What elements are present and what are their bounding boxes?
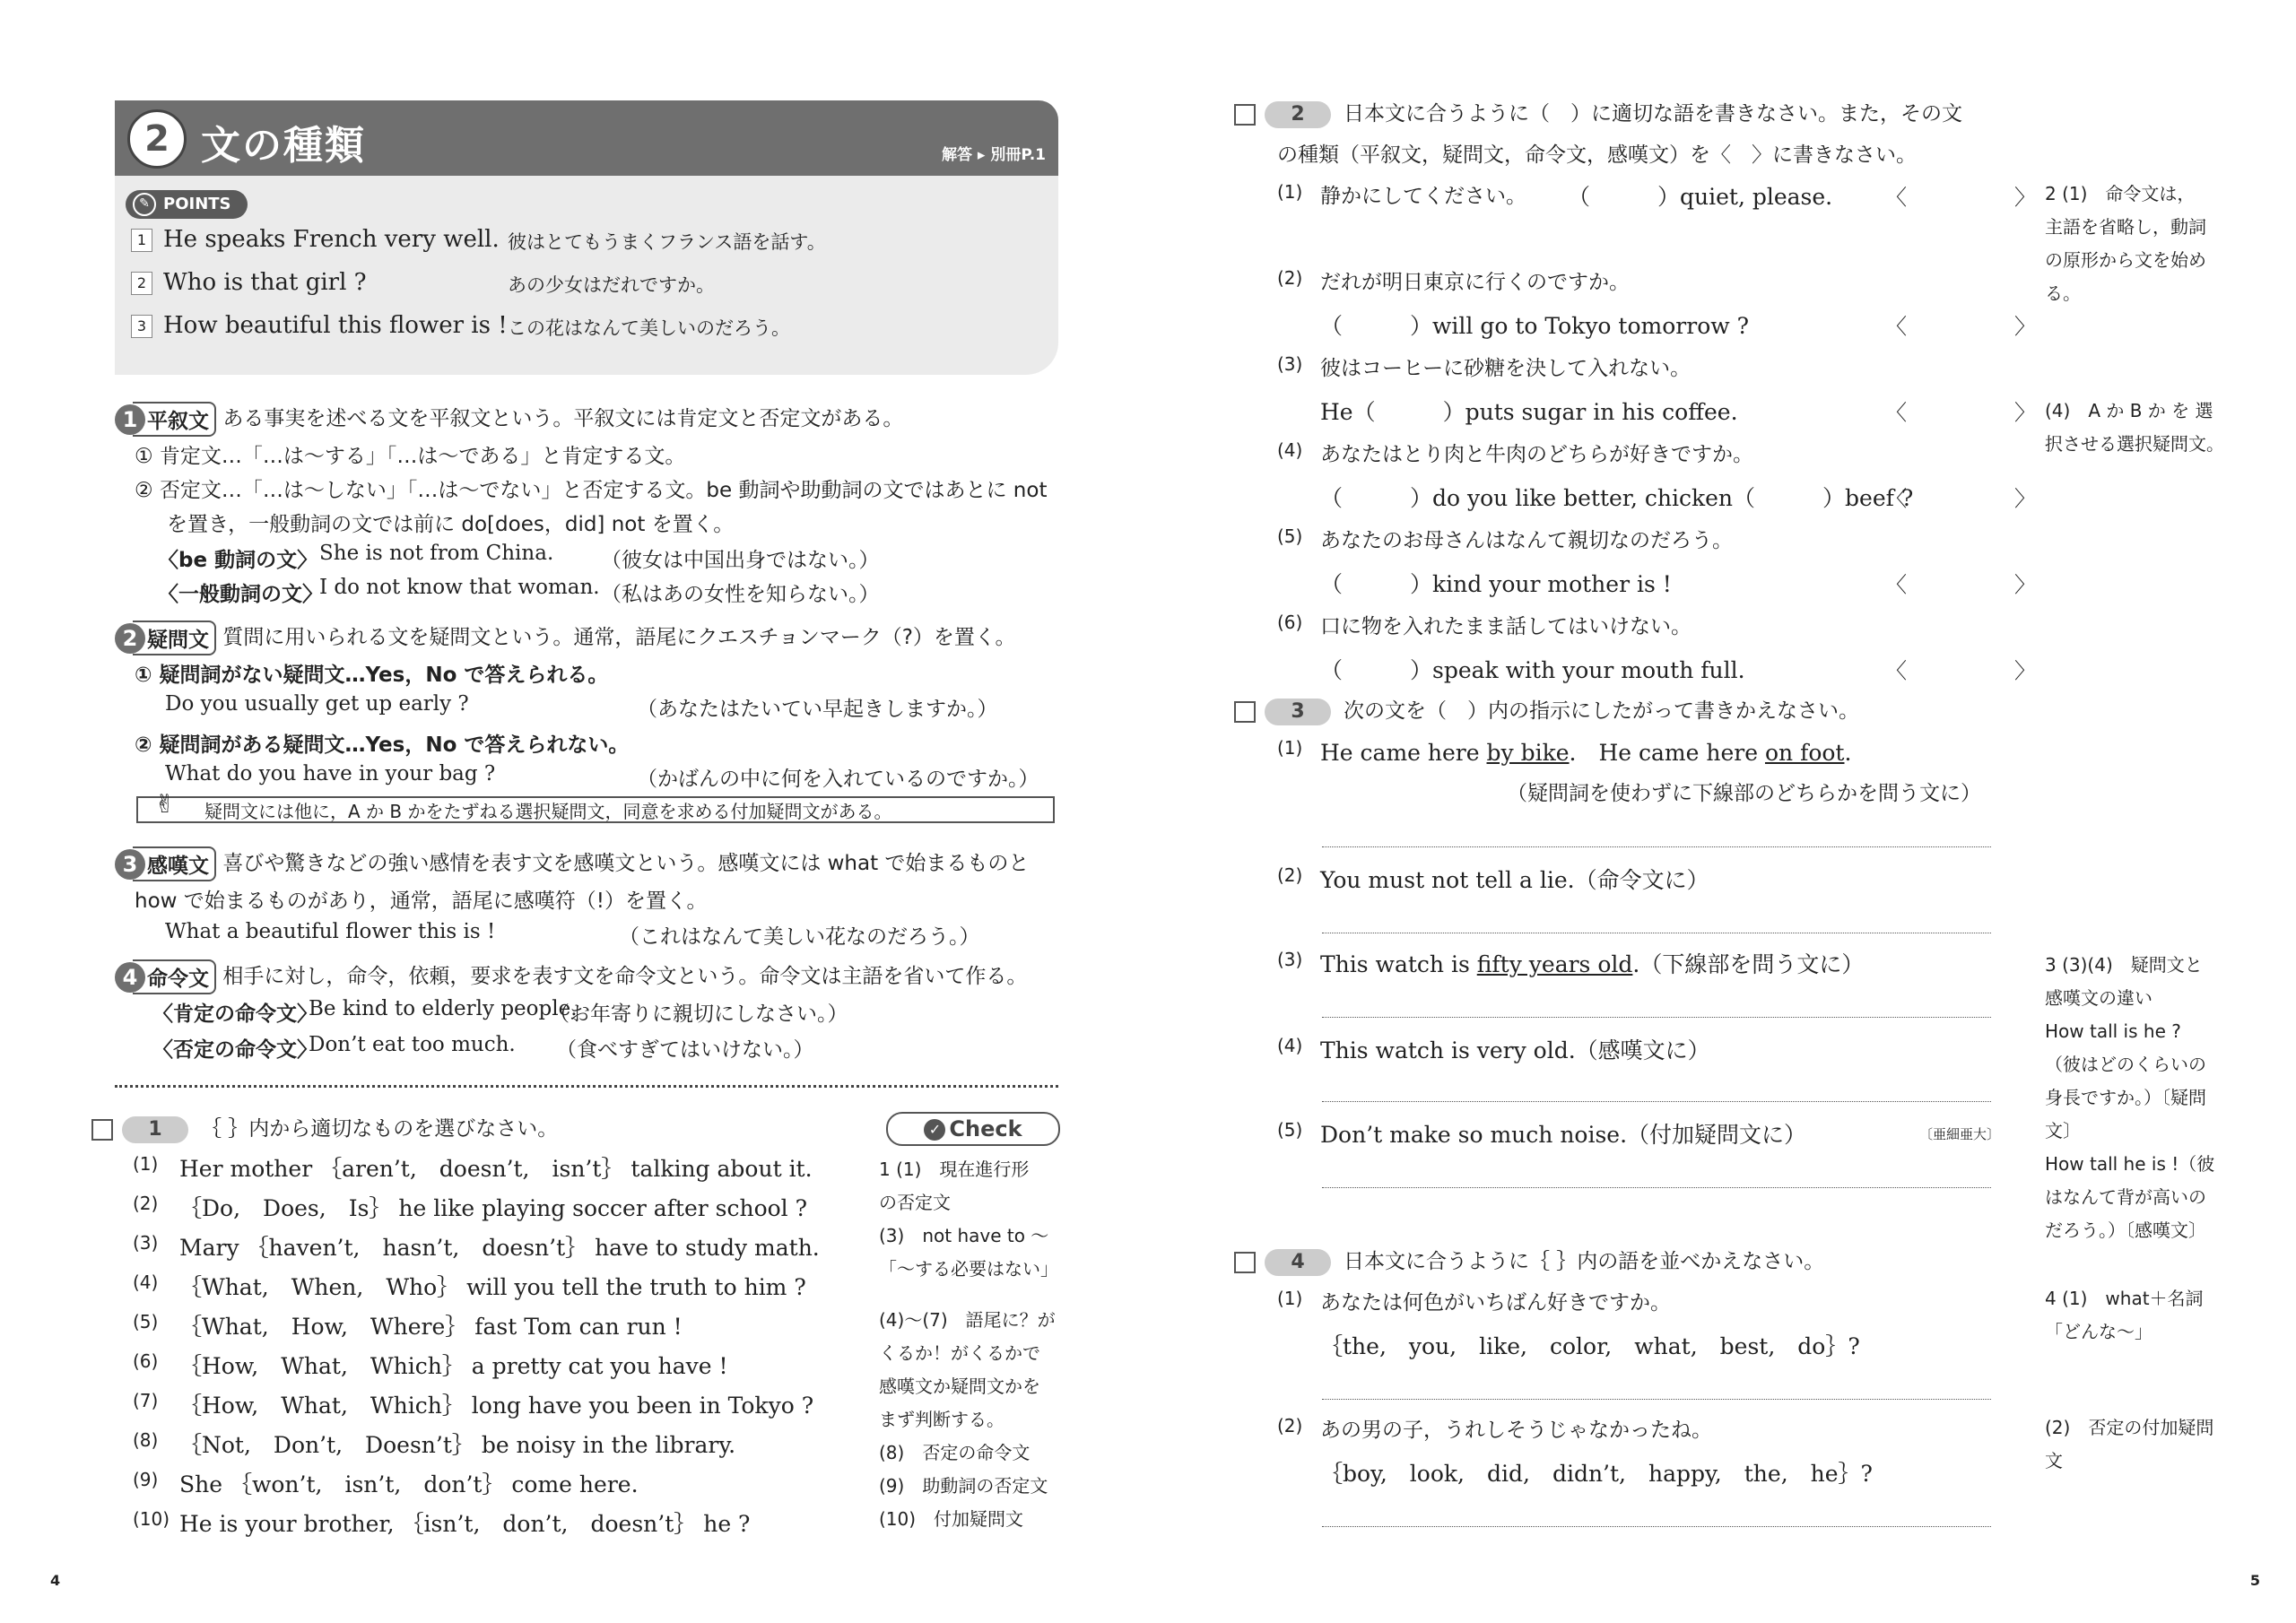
pointing-hand-icon: ✌ [154, 789, 176, 819]
instruction-note: （疑問詞を使わずに下線部のどちらかを問う文に） [1507, 782, 1981, 805]
example-line: 〈be 動詞の文〉 [158, 549, 318, 572]
right-page [1148, 0, 2296, 1623]
example-en: She is not from China. [319, 542, 554, 565]
answer-line[interactable] [1322, 1526, 1991, 1527]
question-item [133, 1270, 806, 1302]
source-tag: 〔亜細亜大〕 [1919, 1126, 2001, 1142]
answer-line[interactable] [1322, 846, 1991, 847]
example-ja: （食べすぎてはいけない。） [556, 1038, 814, 1062]
hint-line: はなんて背が高いの [2045, 1186, 2206, 1208]
example-ja: （お年寄りに親切にしなさい。） [549, 1002, 848, 1026]
answer-bracket[interactable]: 〈 〉 [1885, 314, 2036, 339]
item-number: (1) [133, 1153, 159, 1175]
question-item [133, 1151, 813, 1184]
example-en: What a beautiful flower this is ! [165, 920, 496, 943]
item-text: ｛Do, Does, Is｝ he like playing soccer after school ? [179, 1195, 808, 1221]
question-item [133, 1506, 750, 1539]
divider [115, 1085, 1058, 1088]
hint-line: 「～する必要はない」 [879, 1258, 1058, 1280]
hint-line: 感嘆文か疑問文かを [879, 1376, 1040, 1397]
hint-line: る。 [2045, 282, 2081, 304]
section-line: ② 否定文…「…は～しない」「…は～でない」と否定する文。be 動詞や助動詞の文ではあとに not [135, 479, 1048, 502]
hint-column [2045, 395, 2251, 461]
item-number: (1) [1277, 181, 1303, 203]
word-choices: ｛boy, look, did, didn’t, happy, the, he｝? [1320, 1461, 1873, 1487]
hint-line: 1 (1) 現在進行形 [879, 1159, 1030, 1180]
hint-column [2045, 949, 2251, 1247]
question-item [133, 1309, 683, 1341]
item-number: (4) [1277, 439, 1303, 461]
question-checkbox[interactable] [91, 1119, 113, 1141]
question-heading: 4 日本文に合うように｛ ｝内の語を並べかえなさい。 [1234, 1245, 1824, 1276]
item-text: ｛What, How, Where｝ fast Tom can run ! [179, 1314, 683, 1340]
item-en: （ ）speak with your mouth full. [1320, 657, 1745, 683]
question-instruction: の種類（平叙文，疑問文，命令文，感嘆文）を〈 〉に書きなさい。 [1277, 143, 1917, 167]
hint-line: How tall is he ? [2045, 1020, 2181, 1042]
item-en: （ ）do you like better, chicken（ ）beef ? [1320, 485, 1914, 511]
item-ja: あなたはとり肉と牛肉のどちらが好きですか。 [1320, 443, 1753, 466]
item-text: Mary ｛haven’t, hasn’t, doesn’t｝ have to study math. [179, 1235, 820, 1261]
hint-line: まず判断する。 [879, 1409, 1004, 1430]
answer-bracket[interactable]: 〈 〉 [1885, 185, 2036, 210]
hint-column [2045, 1411, 2251, 1478]
item-en: （ ）will go to Tokyo tomorrow ? [1320, 313, 1749, 339]
item-ja: だれが明日東京に行くのですか。 [1320, 271, 1630, 294]
item-number: (4) [133, 1271, 159, 1293]
hint-line: 択させる選択疑問文。 [2045, 433, 2224, 455]
example-line: 〈肯定の命令文〉 [152, 1002, 317, 1026]
section-line: how で始まるものがあり，通常，語尾に感嘆符（!）を置く。 [135, 890, 708, 913]
item-number: (9) [133, 1469, 159, 1490]
question-item [1277, 352, 1691, 381]
hint-line: (8) 否定の命令文 [879, 1442, 1031, 1463]
question-item [133, 1191, 807, 1223]
hint-line: (3) not have to ～ [879, 1225, 1049, 1246]
item-number: (3) [133, 1232, 159, 1254]
note-box: ✌ 疑問文には他に，A か B かをたずねる選択疑問文，同意を求める付加疑問文がある。 [136, 796, 1055, 823]
question-item [1277, 179, 1526, 209]
chapter-number: 2 [127, 109, 187, 169]
answer-bracket[interactable]: 〈 〉 [1885, 400, 2036, 425]
chapter-title: 文の種類 [201, 123, 366, 169]
hint-line: 「どんな～」 [2045, 1321, 2152, 1342]
example-en: Do you usually get up early ? [165, 692, 469, 716]
hint-line: 文 [2045, 1450, 2063, 1471]
hint-line: の否定文 [879, 1192, 951, 1213]
hint-column [2045, 178, 2242, 310]
section-heading: 4 命令文 相手に対し，命令，依頼，要求を表す文を命令文という。命令文は主語を省いて作る。 [115, 959, 1027, 994]
hint-line [879, 1286, 1067, 1304]
question-item: (2) You must not tell a lie.（命令文に） [1277, 864, 1709, 893]
item-text: He is your brother, ｛isn’t, don’t, doesn’t｝ he ? [179, 1511, 751, 1537]
hint-line: だろう。）〔感嘆文〕 [2045, 1219, 2206, 1241]
question-item [133, 1428, 735, 1460]
item-ja: 静かにしてください。 [1320, 185, 1526, 208]
question-heading: 2 日本文に合うように（ ）に適切な語を書きなさい。また，その文 [1234, 97, 1962, 128]
question-item [1277, 610, 1692, 639]
item-text: Her mother ｛aren’t, doesn’t, isn’t｝ talking about it. [179, 1156, 813, 1182]
item-number: (2) [133, 1193, 159, 1214]
item-ja: 彼はコーヒーに砂糖を決して入れない。 [1320, 357, 1692, 380]
item-number: (2) [1277, 267, 1303, 289]
hint-line: 3 (3)(4) 疑問文と [2045, 954, 2203, 976]
question-item [1277, 524, 1733, 553]
example-en: Don’t eat too much. [309, 1033, 516, 1056]
answer-line[interactable] [1322, 1017, 1991, 1018]
hint-line: 感嘆文の違い [2045, 987, 2152, 1009]
answer-line[interactable] [1322, 1101, 1991, 1102]
section-heading: 3 感嘆文 喜びや驚きなどの強い感情を表す文を感嘆文という。感嘆文には what で始まるものと [115, 846, 1029, 881]
item-number: (6) [1277, 612, 1303, 633]
hint-line: 2 (1) 命令文は， [2045, 183, 2196, 204]
hint-line: くるか！がくるかで [879, 1342, 1040, 1364]
question-item: (4) This watch is very old.（感嘆文に） [1277, 1035, 1710, 1063]
question-item [133, 1349, 728, 1381]
chapter-banner [115, 100, 1058, 176]
question-item [133, 1230, 820, 1263]
hint-line: 文〕 [2045, 1120, 2081, 1141]
hint-line: 身長ですか。）〔疑問 [2045, 1087, 2206, 1108]
hint-line: (2) 否定の付加疑問 [2045, 1417, 2214, 1438]
hint-line: （彼はどのくらいの [2045, 1054, 2206, 1075]
question-checkbox[interactable] [1234, 1252, 1256, 1273]
question-item: (2) あの男の子，うれしそうじゃなかったね。 [1277, 1415, 1712, 1442]
page-number: 5 [2249, 1572, 2260, 1589]
section-heading: 2 疑問文 質問に用いられる文を疑問文という。通常，語尾にクエスチョンマーク（?）を置く。 [115, 621, 1015, 655]
points-box [115, 176, 1058, 375]
hint-column [2045, 1282, 2251, 1349]
item-number: (6) [133, 1350, 159, 1372]
word-choices: ｛the, you, like, color, what, best, do｝? [1320, 1333, 1860, 1359]
question-item: (1) あなたは何色がいちばん好きですか。 [1277, 1288, 1671, 1315]
answer-bracket[interactable]: 〈 〉 [1885, 658, 2036, 683]
hint-column [879, 1153, 1067, 1536]
hint-line: How tall he is !（彼 [2045, 1153, 2215, 1175]
points-item: 1 He speaks French very well. 彼はとてもうまくフランス語を話す。 [131, 226, 500, 253]
checkmark-icon: ✓ [924, 1119, 945, 1141]
item-text: ｛How, What, Which｝ a pretty cat you have ! [179, 1353, 728, 1379]
hint-line: 主語を省略し，動詞 [2045, 216, 2206, 238]
item-number: (10) [133, 1508, 170, 1530]
question-item [1277, 438, 1753, 467]
answer-line[interactable] [1322, 1187, 1991, 1188]
item-en: （ ）kind your mother is ! [1320, 571, 1672, 597]
answer-reference: 解答 ▸ 別冊P.1 [942, 146, 1046, 164]
section-line: ② 疑問詞がある疑問文…Yes，No で答えられない。 [135, 733, 630, 757]
hint-line: (9) 助動詞の否定文 [879, 1475, 1048, 1497]
question-checkbox[interactable] [1234, 104, 1256, 126]
hint-line: の原形から文を始め [2045, 249, 2206, 271]
points-item: 3 How beautiful this flower is ! この花はなんて美しいのだろう。 [131, 312, 508, 339]
hint-line: 4 (1) what＋名詞 [2045, 1288, 2204, 1309]
question-item: (3) This watch is fifty years old.（下線部を問う文に） [1277, 949, 1865, 977]
section-heading: 1 平叙文 ある事実を述べる文を平叙文という。平叙文には肯定文と否定文がある。 [115, 402, 903, 437]
hint-line: (10) 付加疑問文 [879, 1508, 1024, 1530]
question-heading: 3 次の文を（ ）内の指示にしたがって書きかえなさい。 [1234, 694, 1859, 725]
item-number: (3) [1277, 353, 1303, 375]
item-number: (5) [133, 1311, 159, 1332]
question-item: (1) He came here by bike. He came here on foot. [1277, 737, 1852, 766]
item-text: ｛Not, Don’t, Doesn’t｝ be noisy in the library. [179, 1432, 736, 1458]
section-line: を置き，一般動詞の文では前に do[does，did] not を置く。 [167, 513, 735, 536]
item-ja: あなたのお母さんはなんて親切なのだろう。 [1320, 529, 1733, 552]
item-text: ｛What, When, Who｝ will you tell the truth to him ? [179, 1274, 806, 1300]
example-ja: （彼女は中国出身ではない。） [601, 549, 880, 572]
item-number: (5) [1277, 525, 1303, 547]
check-badge: ✓ Check [886, 1112, 1060, 1146]
hint-line: (4)～(7) 語尾に？が [879, 1309, 1056, 1331]
section-line: ① 疑問詞がない疑問文…Yes，No で答えられる。 [135, 664, 609, 687]
item-ja: 口に物を入れたまま話してはいけない。 [1320, 615, 1692, 638]
question-item: (5) Don’t make so much noise.（付加疑問文に） [1277, 1119, 1807, 1148]
item-en: He（ ）puts sugar in his coffee. [1320, 399, 1738, 425]
question-heading: 1 ｛ ｝内から適切なものを選びなさい。 [91, 1112, 558, 1143]
hint-line: (4) A か B か を 選 [2045, 400, 2213, 421]
example-line: 〈一般動詞の文〉 [158, 583, 323, 606]
item-number: (8) [133, 1429, 159, 1451]
answer-line[interactable] [1322, 1399, 1991, 1400]
example-line: 〈否定の命令文〉 [152, 1038, 317, 1062]
item-text: She ｛won’t, isn’t, don’t｝ come here. [179, 1471, 639, 1497]
question-item [133, 1467, 639, 1499]
section-line: ① 肯定文…「…は～する」「…は～である」と肯定する文。 [135, 445, 686, 468]
example-ja: （あなたはたいてい早起きしますか。） [637, 698, 998, 721]
item-en: （ ）quiet, please. [1568, 184, 1833, 210]
question-item [1277, 265, 1630, 295]
example-ja: （私はあの女性を知らない。） [601, 583, 880, 606]
points-item: 2 Who is that girl ? あの少女はだれですか。 [131, 269, 367, 296]
answer-bracket[interactable]: 〈 〉 [1885, 486, 2036, 511]
example-en: Be kind to elderly people. [309, 997, 578, 1020]
example-ja: （かばんの中に何を入れているのですか。） [637, 768, 1039, 791]
points-badge: ✎ POINTS [126, 190, 248, 219]
item-number: (7) [133, 1390, 159, 1411]
example-en: What do you have in your bag ? [165, 762, 496, 785]
question-item [133, 1388, 813, 1420]
page-number: 4 [50, 1572, 61, 1589]
pencil-icon: ✎ [133, 193, 156, 216]
example-en: I do not know that woman. [319, 576, 600, 599]
question-checkbox[interactable] [1234, 701, 1256, 723]
example-ja: （これはなんて美しい花なのだろう。） [619, 925, 980, 949]
answer-bracket[interactable]: 〈 〉 [1885, 572, 2036, 597]
item-text: ｛How, What, Which｝ long have you been in Tokyo ? [179, 1393, 814, 1419]
